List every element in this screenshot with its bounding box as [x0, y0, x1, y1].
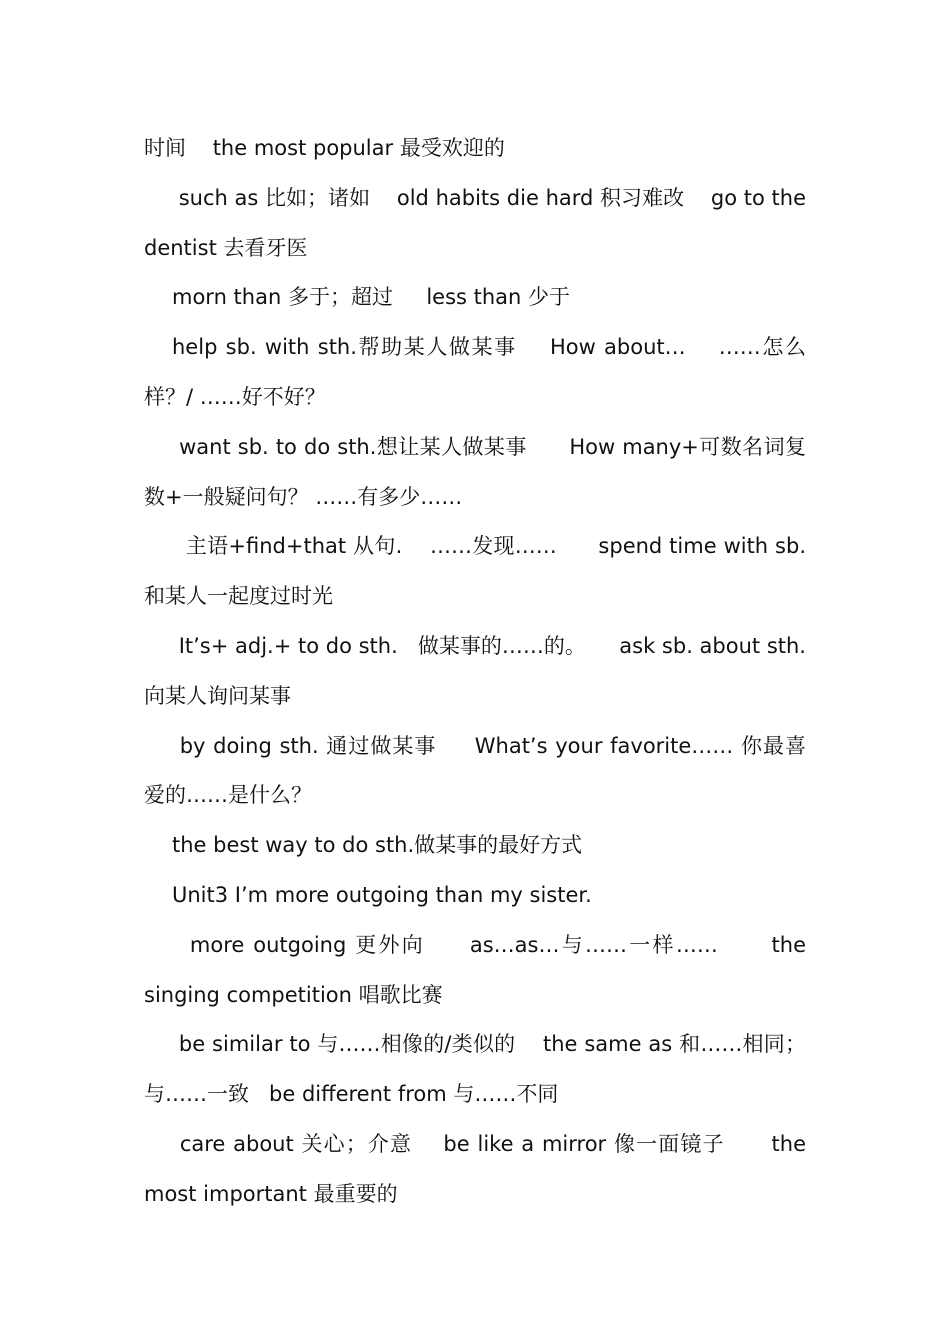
paragraph-such-as: such as 比如；诸如 old habits die hard 积习难改 go to the dentist 去看牙医: [144, 185, 813, 260]
unit-heading: Unit3 I’m more outgoing than my sister.: [172, 882, 592, 907]
paragraph-by-doing: by doing sth. 通过做某事 What’s your favorite…… 你最喜爱的……是什么？: [144, 733, 806, 808]
paragraph-want-sb: want sb. to do sth.想让某人做某事 How many+可数名词复数+一般疑问句？ ……有多少……: [144, 434, 806, 509]
paragraph-find-that: 主语+find+that 从句. ……发现…… spend time with sb.和某人一起度过时光: [144, 534, 807, 609]
paragraph-help-sb: help sb. with sth.帮助某人做某事 How about… ……怎么样？/ ……好不好？: [144, 335, 806, 409]
document-page: [144, 124, 813, 1220]
paragraph-time-most-popular: 时间 the most popular 最受欢迎的: [144, 136, 505, 160]
paragraph-best-way: the best way to do sth.做某事的最好方式: [172, 833, 583, 858]
paragraph-more-outgoing: more outgoing 更外向 as…as…与……一样…… the singing competition 唱歌比赛: [144, 932, 813, 1007]
paragraph-care-about: care about 关心；介意 be like a mirror 像一面镜子 the most important 最重要的: [144, 1131, 813, 1206]
paragraph-be-similar: be similar to 与……相像的/类似的 the same as 和……相同；与……一致 be different from 与……不同: [144, 1032, 806, 1107]
paragraph-its-adj: It’s+ adj.+ to do sth. 做某事的……的。 ask sb. about sth.向某人询问某事: [144, 633, 806, 708]
paragraph-more-than: morn than 多于；超过 less than 少于: [172, 285, 571, 310]
